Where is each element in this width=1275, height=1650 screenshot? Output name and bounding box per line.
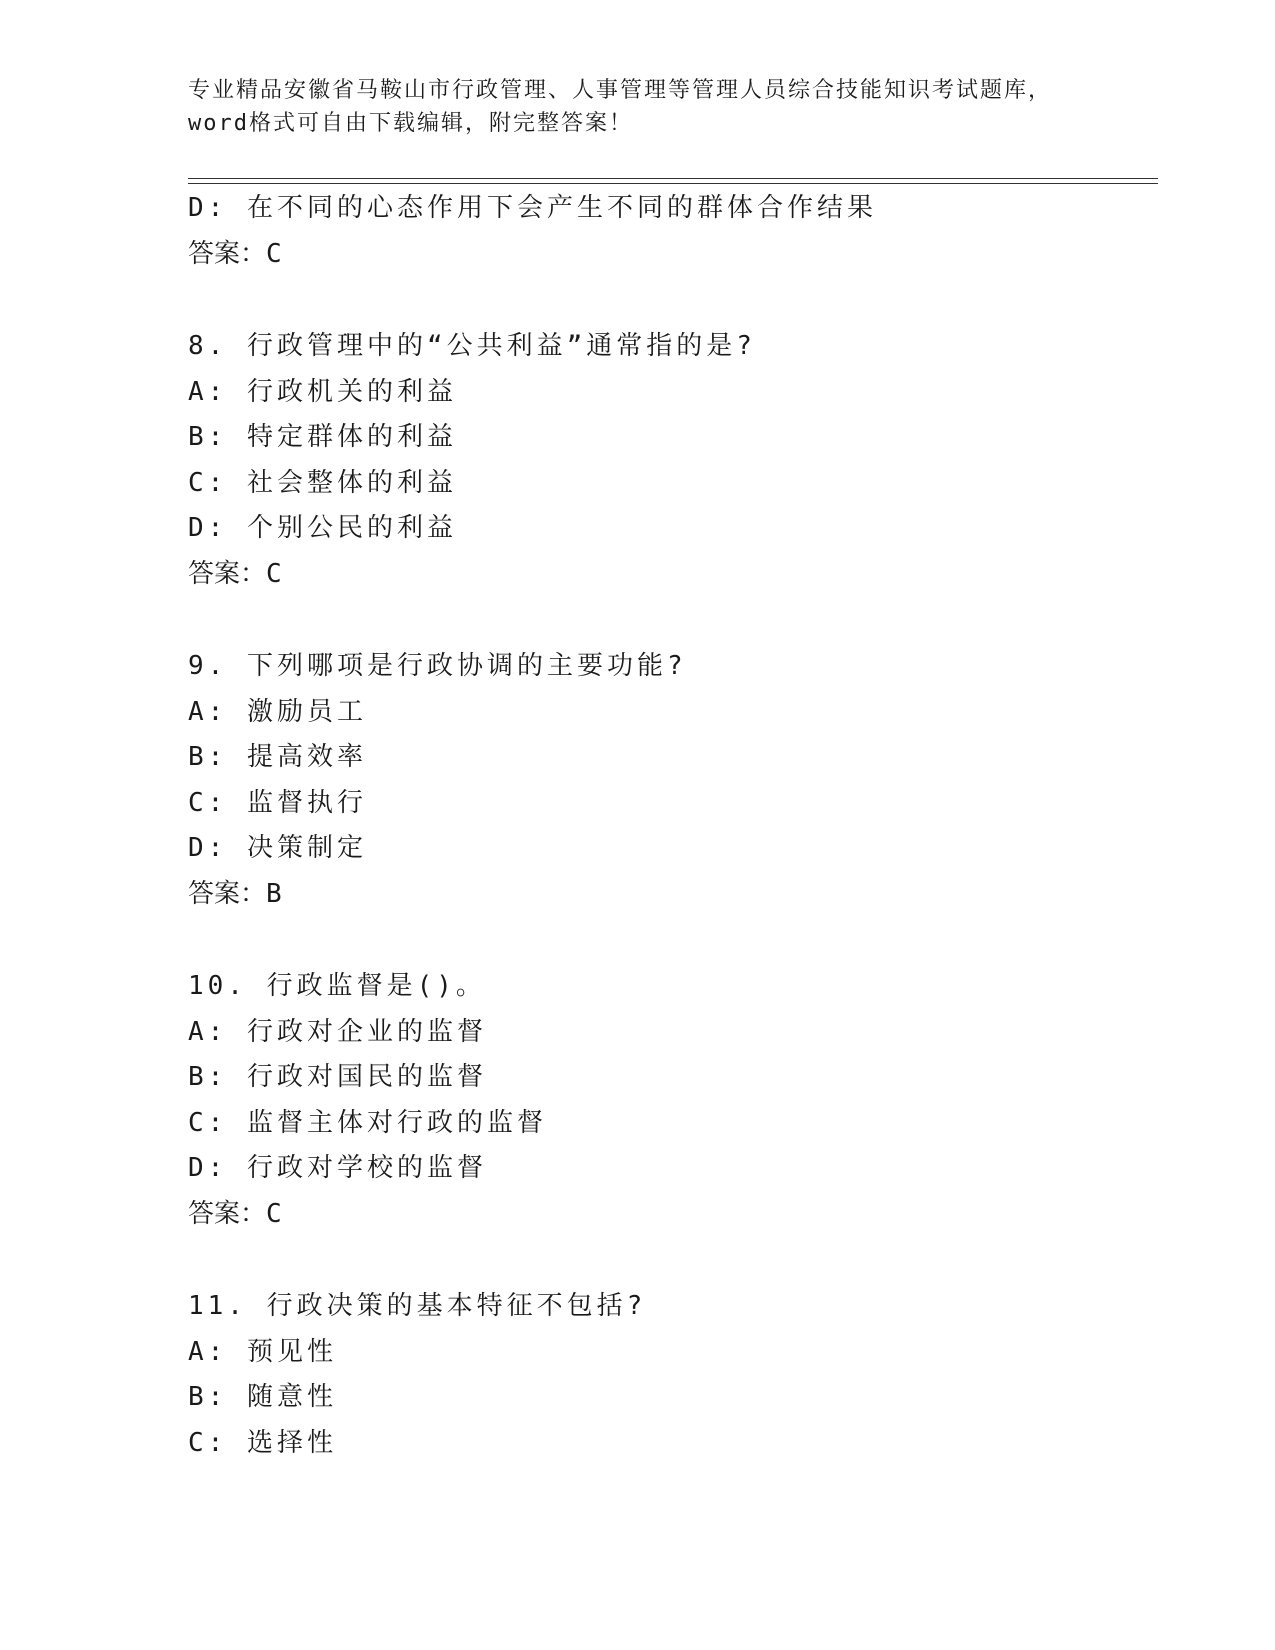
option-d: D: 在不同的心态作用下会产生不同的群体合作结果 [188,193,877,223]
question-stem: 10. 行政监督是()。 [188,971,486,1001]
option-b: B: 随意性 [188,1382,337,1412]
option-b: B: 特定群体的利益 [188,422,457,452]
question-10 [188,964,1158,1237]
question-list [188,186,1158,1466]
option-b: B: 提高效率 [188,742,367,772]
header-title-line-2: word格式可自由下载编辑，附完整答案！ [188,111,633,136]
question-8 [188,324,1158,597]
option-d: D: 决策制定 [188,833,367,863]
spacer [188,1237,1158,1284]
question-11 [188,1284,1158,1466]
answer: 答案：C [188,238,282,269]
option-c: C: 选择性 [188,1427,337,1458]
page-header [188,74,1158,140]
option-a: A: 预见性 [188,1336,337,1367]
option-b: B: 行政对国民的监督 [188,1062,487,1092]
option-a: A: 激励员工 [188,696,367,727]
spacer [188,277,1158,324]
question-stem: 11. 行政决策的基本特征不包括? [188,1291,647,1321]
answer: 答案：B [188,878,282,909]
option-c: C: 监督主体对行政的监督 [188,1107,547,1138]
spacer [188,917,1158,964]
option-d: D: 行政对学校的监督 [188,1153,487,1183]
question-stem: 8. 行政管理中的“公共利益”通常指的是? [188,331,756,361]
header-title-line-1: 专业精品安徽省马鞍山市行政管理、人事管理等管理人员综合技能知识考试题库， [188,78,1053,103]
option-c: C: 监督执行 [188,787,367,818]
option-a: A: 行政机关的利益 [188,376,457,407]
option-c: C: 社会整体的利益 [188,467,457,498]
question-stem: 9. 下列哪项是行政协调的主要功能? [188,651,687,681]
spacer [188,597,1158,644]
answer: 答案：C [188,1198,282,1229]
question-9 [188,644,1158,917]
header-divider [188,178,1158,184]
option-a: A: 行政对企业的监督 [188,1016,487,1047]
option-d: D: 个别公民的利益 [188,513,457,543]
answer: 答案：C [188,558,282,589]
